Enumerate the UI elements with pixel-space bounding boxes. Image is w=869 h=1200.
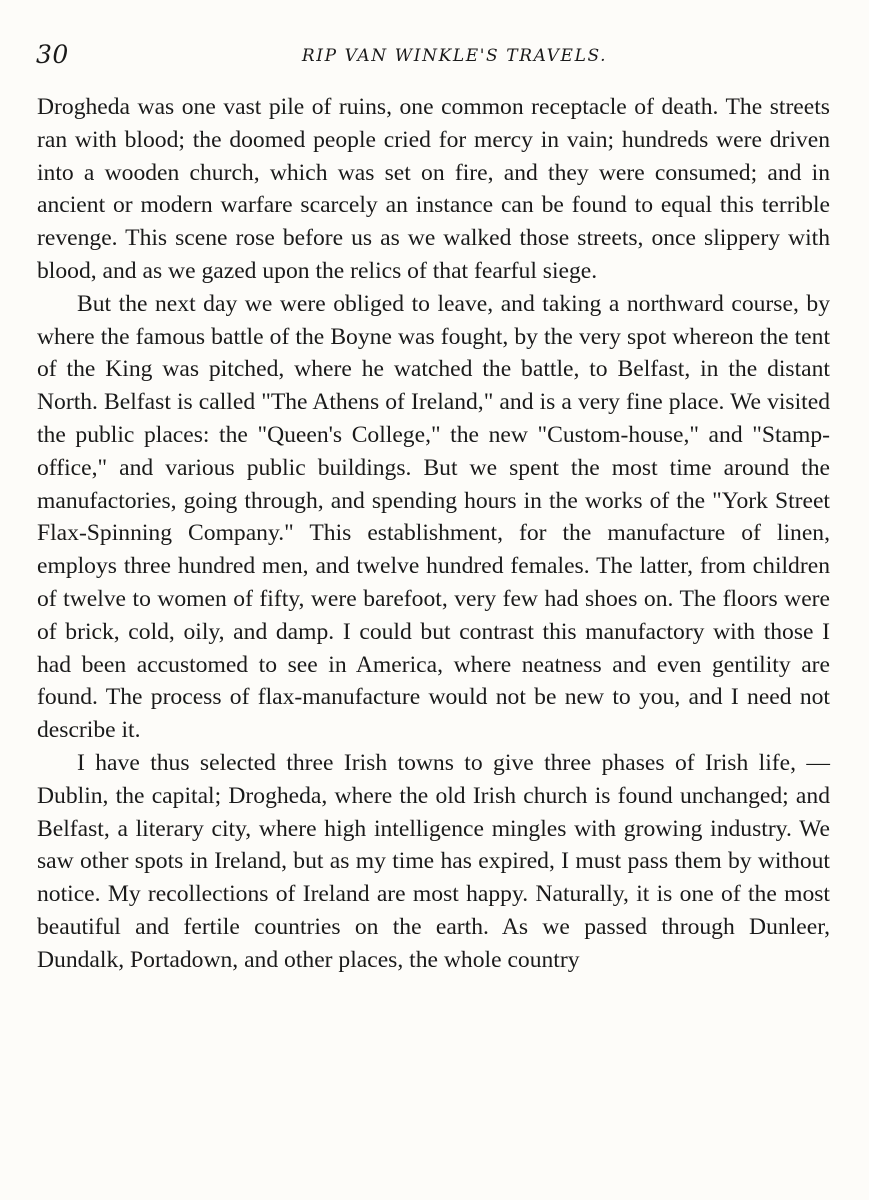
body-text bbox=[37, 91, 830, 977]
paragraph-irish-towns: I have thus selected three Irish towns to give three phases of Irish life, — Dublin, the capital; Drogheda, where the old Irish church is found unchanged; and Belfast, a literary city, where high intelligence mingles with growing industry. We saw other spots in Ireland, but as my time has expired, I must pass them by without notice. My recollections of Ireland are most happy. Naturally, it is one of the most beautiful and fertile countries on the earth. As we passed through Dunleer, Dundalk, Portadown, and other places, the whole country bbox=[37, 749, 830, 973]
running-title: RIP VAN WINKLE'S TRAVELS. bbox=[301, 46, 608, 66]
page-number: 30 bbox=[36, 40, 69, 69]
paragraph-belfast: But the next day we were obliged to leave, and taking a northward course, by where the famous battle of the Boyne was fought, by the very spot whereon the tent of the King was pitched, where he watched the battle, to Belfast, in the distant North. Belfast is called "The Athens of Ireland," and is a very fine place. We visited the public places: the "Queen's College," the new "Custom-house," and "Stamp-office," and various public buildings. But we spent the most time around the manufactories, going through, and spending hours in the works of the "York Street Flax-Spinning Company." This establishment, for the manufacture of linen, employs three hundred men, and twelve hundred females. The latter, from children of twelve to women of fifty, were barefoot, very few had shoes on. The floors were of brick, cold, oily, and damp. I could but contrast this manufactory with those I had been accustomed to see in America, where neatness and even gentility are found. The process of flax-manufacture would not be new to you, and I need not describe it. bbox=[37, 290, 830, 744]
paragraph-continuation: Drogheda was one vast pile of ruins, one common receptacle of death. The streets ran with blood; the doomed people cried for mercy in vain; hundreds were driven into a wooden church, which was set on fire, and they were consumed; and in ancient or modern warfare scarcely an instance can be found to equal this terrible revenge. This scene rose before us as we walked those streets, once slippery with blood, and as we gazed upon the relics of that fearful siege. bbox=[37, 94, 830, 284]
page-header bbox=[36, 40, 833, 76]
